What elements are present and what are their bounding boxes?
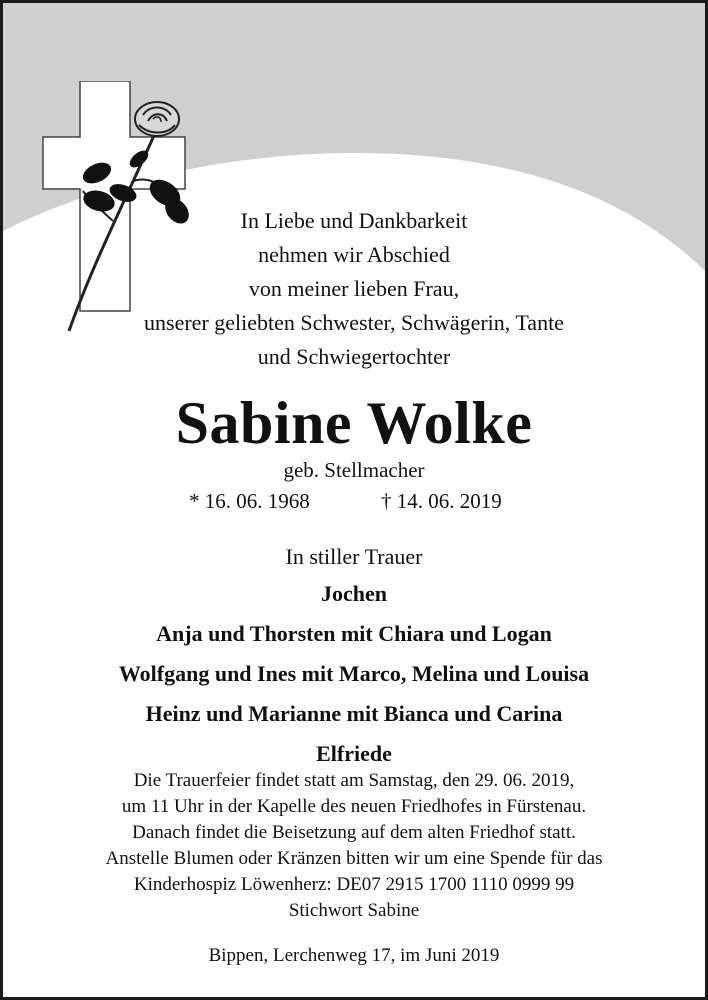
intro-text (3, 204, 705, 374)
intro-line: und Schwiegertochter (257, 344, 451, 369)
address-footer: Bippen, Lerchenweg 17, im Juni 2019 (208, 945, 500, 966)
born-name: geb. Stellmacher (283, 458, 425, 482)
details-line: Stichwort Sabine (288, 900, 420, 921)
mourner-line: Anja und Thorsten mit Chiara und Logan (156, 621, 552, 646)
service-details (3, 768, 705, 924)
mourner-line: Jochen (321, 581, 387, 606)
intro-line: nehmen wir Abschied (258, 242, 450, 267)
details-line: Danach findet die Beisetzung auf dem alten Friedhof statt. (132, 822, 576, 843)
intro-line: In Liebe und Dankbarkeit (240, 208, 468, 233)
mourning-label: In stiller Trauer (285, 544, 423, 569)
death-date: † 14. 06. 2019 (381, 489, 502, 513)
details-line: um 11 Uhr in der Kapelle des neuen Friedhofes in Fürstenau. (121, 796, 587, 817)
intro-line: von meiner lieben Frau, (248, 276, 460, 301)
details-line: Die Trauerfeier findet statt am Samstag, den 29. 06. 2019, (133, 770, 575, 791)
intro-line: unserer geliebten Schwester, Schwägerin, Tante (144, 310, 564, 335)
deceased-name: Sabine Wolke (175, 390, 533, 456)
details-line: Kinderhospiz Löwenherz: DE07 2915 1700 1110 0999 99 (133, 874, 575, 895)
mourner-line: Elfriede (316, 741, 392, 766)
birth-date: * 16. 06. 1968 (189, 489, 310, 513)
mourner-line: Heinz und Marianne mit Bianca und Carina (145, 701, 563, 726)
details-line: Anstelle Blumen oder Kränzen bitten wir um eine Spende für das (105, 848, 603, 869)
mourner-line: Wolfgang und Ines mit Marco, Melina und Louisa (118, 661, 590, 686)
mourner-list (3, 574, 705, 774)
